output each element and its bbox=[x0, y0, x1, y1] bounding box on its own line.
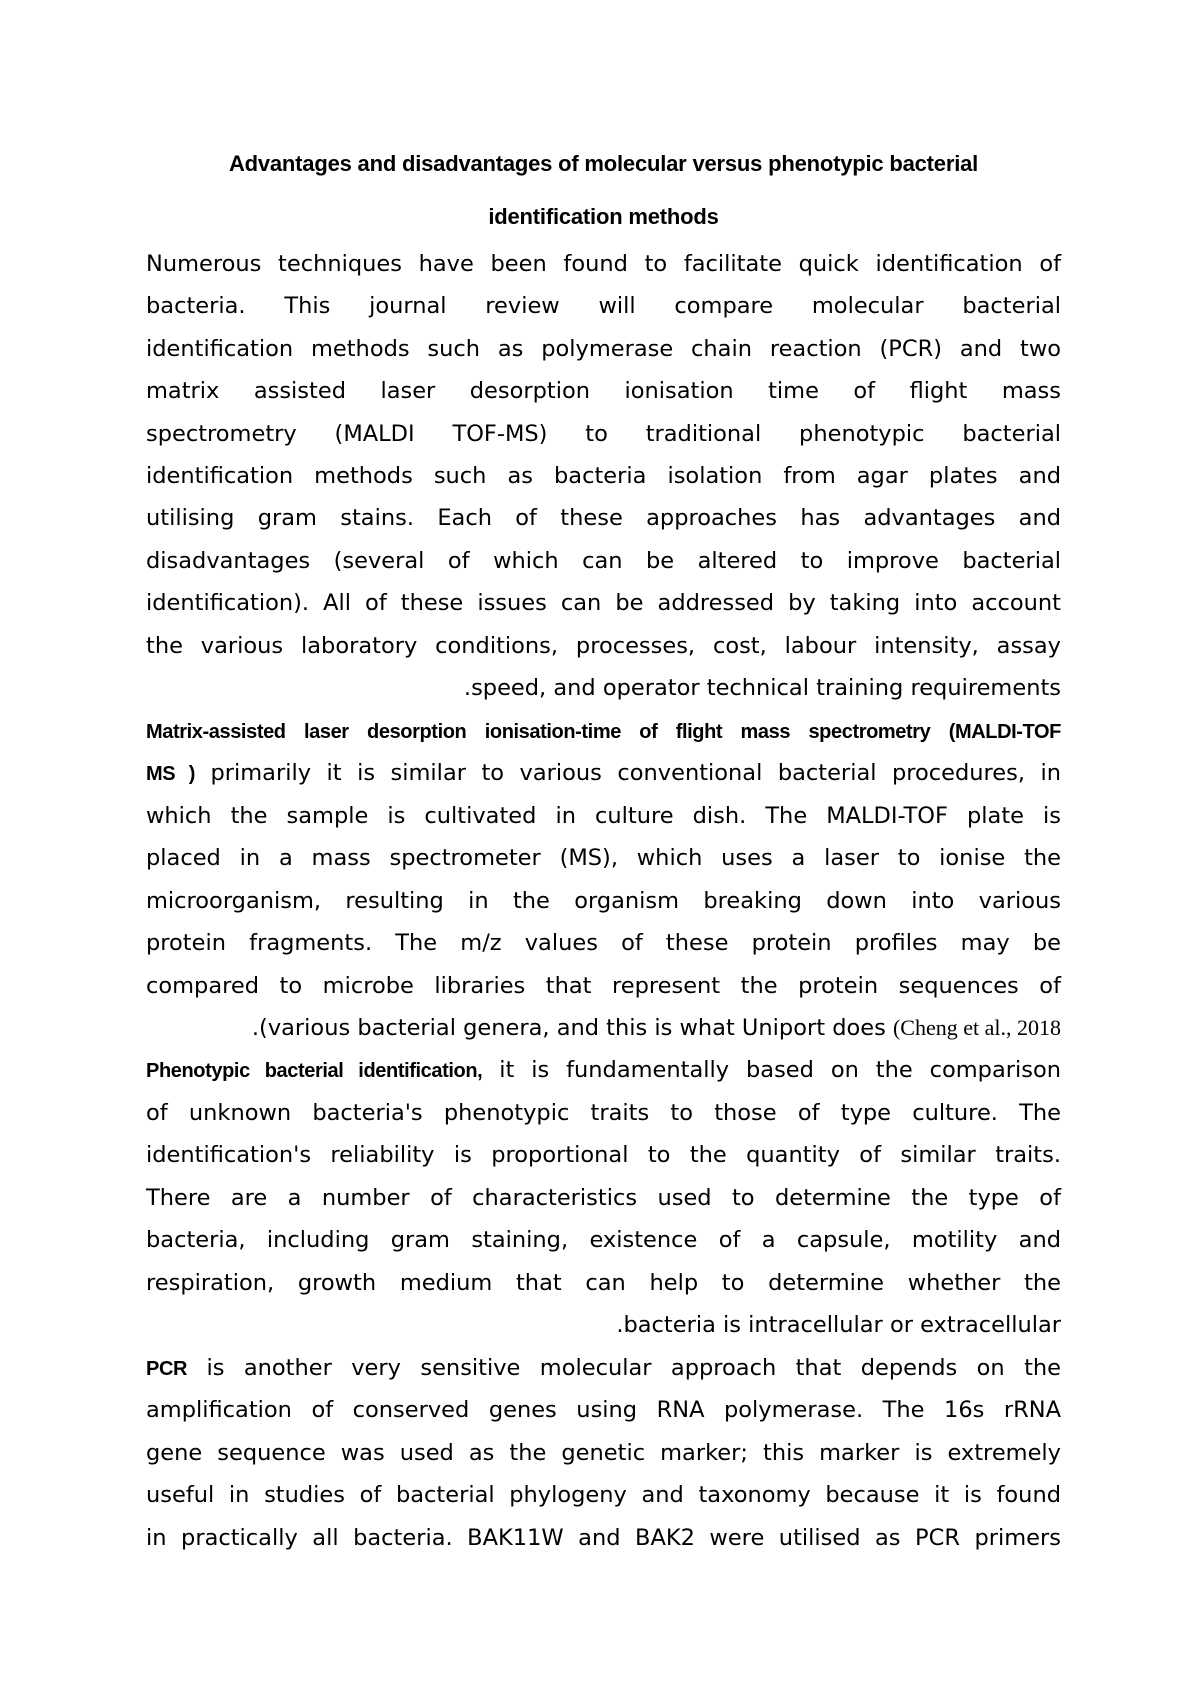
pheno-line: There are a number of characteristics used to determine the type of bbox=[146, 1185, 1061, 1211]
pcr-line: useful in studies of bacterial phylogeny and taxonomy because it is found bbox=[146, 1482, 1061, 1508]
intro-line: disadvantages (several of which can be altered to improve bacterial bbox=[146, 548, 1061, 574]
maldi-last-line bbox=[146, 1012, 1061, 1044]
pcr-line: gene sequence was used as the genetic marker; this marker is extremely bbox=[146, 1440, 1061, 1466]
pcr-line bbox=[146, 1352, 1061, 1384]
pheno-line: bacteria, including gram staining, existence of a capsule, motility and bbox=[146, 1227, 1061, 1253]
pheno-line-text: it is fundamentally based on the comparison bbox=[499, 1057, 1061, 1083]
document-page bbox=[146, 0, 1061, 1698]
intro-line: bacteria. This journal review will compare molecular bacterial bbox=[146, 293, 1061, 319]
pheno-line: .bacteria is intracellular or extracellular bbox=[616, 1312, 1061, 1338]
intro-line: matrix assisted laser desorption ionisation time of flight mass bbox=[146, 378, 1061, 404]
maldi-line: which the sample is cultivated in culture dish. The MALDI-TOF plate is bbox=[146, 803, 1061, 829]
pheno-line: respiration, growth medium that can help to determine whether the bbox=[146, 1270, 1061, 1296]
maldi-line-text: primarily it is similar to various conventional bacterial procedures, in bbox=[210, 760, 1062, 786]
pcr-line: in practically all bacteria. BAK11W and BAK2 were utilised as PCR primers bbox=[146, 1525, 1061, 1551]
citation: (Cheng et al., 2018 bbox=[892, 1015, 1061, 1040]
intro-line: identification methods such as polymerase chain reaction (PCR) and two bbox=[146, 336, 1061, 362]
maldi-heading-line bbox=[146, 715, 1061, 747]
pheno-line bbox=[146, 1054, 1061, 1086]
pcr-line: amplification of conserved genes using RNA polymerase. The 16s rRNA bbox=[146, 1397, 1061, 1423]
pheno-line: identification's reliability is proportional to the quantity of similar traits. bbox=[146, 1142, 1061, 1168]
intro-line: the various laboratory conditions, processes, cost, labour intensity, assay bbox=[146, 633, 1061, 659]
pheno-line: of unknown bacteria's phenotypic traits to those of type culture. The bbox=[146, 1100, 1061, 1126]
document-title-line-1: Advantages and disadvantages of molecular versus phenotypic bacterial bbox=[228, 151, 979, 176]
document-title-line-2: identification methods bbox=[488, 204, 719, 229]
intro-line: utilising gram stains. Each of these approaches has advantages and bbox=[146, 505, 1061, 531]
pcr-line-text: is another very sensitive molecular approach that depends on the bbox=[206, 1355, 1061, 1381]
pheno-heading: Phenotypic bacterial identification, bbox=[146, 1060, 483, 1082]
maldi-heading: Matrix-assisted laser desorption ionisation-time of flight mass spectrometry (MALDI-TOF bbox=[146, 721, 1061, 743]
intro-line: Numerous techniques have been found to facilitate quick identification of bbox=[146, 251, 1061, 277]
intro-line: spectrometry (MALDI TOF-MS) to traditional phenotypic bacterial bbox=[146, 421, 1061, 447]
maldi-heading-end: MS ) bbox=[146, 763, 195, 785]
maldi-line bbox=[146, 757, 1061, 789]
maldi-last-line-text: .(various bacterial genera, and this is what Uniport does bbox=[251, 1015, 886, 1041]
maldi-line: protein fragments. The m/z values of these protein profiles may be bbox=[146, 930, 1061, 956]
pcr-heading: PCR bbox=[146, 1358, 188, 1380]
maldi-line: microorganism, resulting in the organism breaking down into various bbox=[146, 888, 1061, 914]
intro-line: identification methods such as bacteria isolation from agar plates and bbox=[146, 463, 1061, 489]
maldi-line: compared to microbe libraries that represent the protein sequences of bbox=[146, 973, 1061, 999]
intro-line: identification). All of these issues can be addressed by taking into account bbox=[146, 590, 1061, 616]
intro-line: .speed, and operator technical training requirements bbox=[463, 675, 1061, 701]
maldi-line: placed in a mass spectrometer (MS), which uses a laser to ionise the bbox=[146, 845, 1061, 871]
